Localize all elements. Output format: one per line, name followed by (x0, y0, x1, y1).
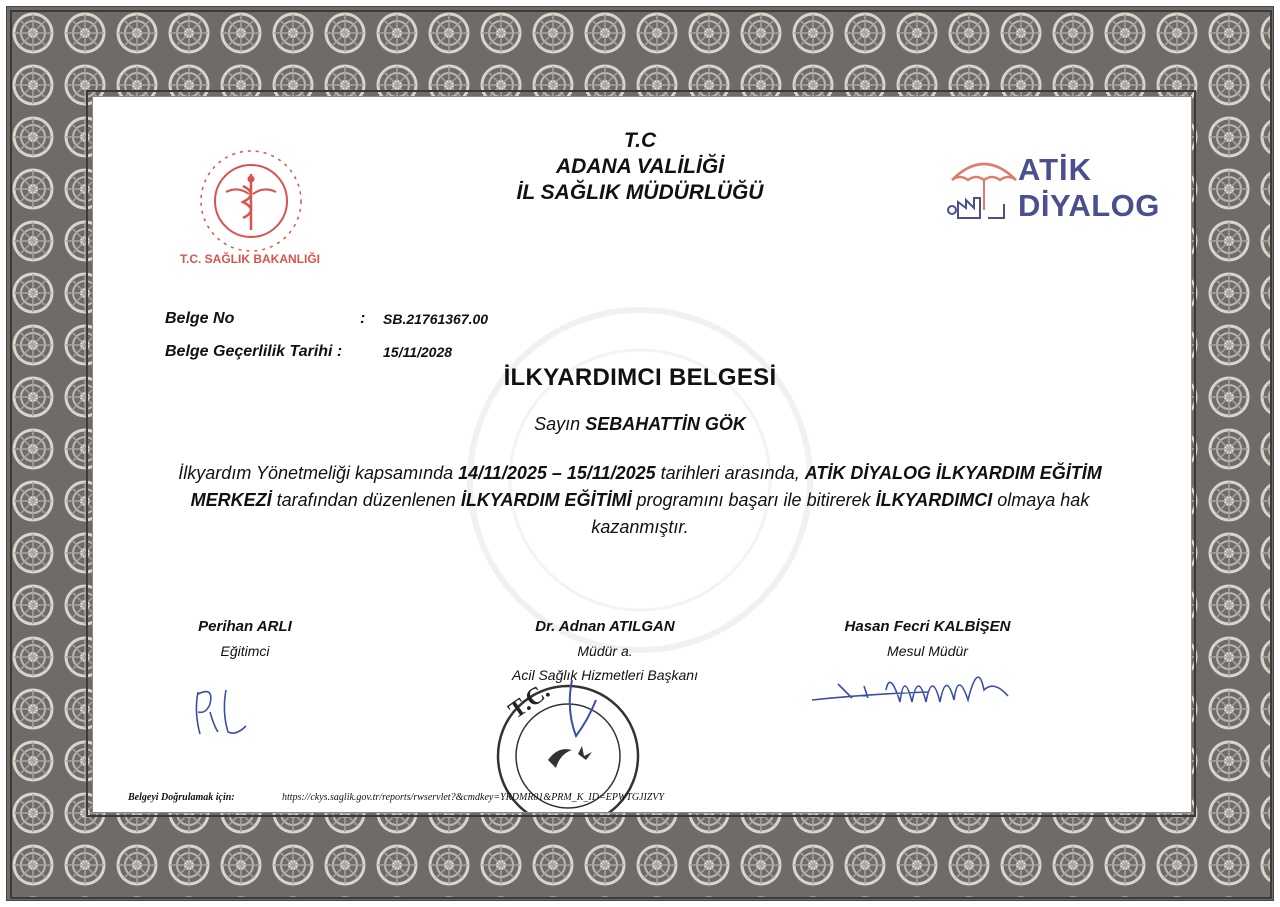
brand-name-line-2: DİYALOG (1018, 188, 1160, 223)
body-text-1: İlkyardım Yönetmeliği kapsamında (178, 463, 459, 483)
signer-1-role: Eğitimci (220, 643, 270, 659)
role-earned: İLKYARDIMCI (875, 490, 993, 510)
ministry-logo-caption: T.C. SAĞLIK BAKANLIĞI (180, 252, 320, 266)
certificate-body (160, 460, 1120, 541)
signer-3-name: Hasan Fecri KALBİŞEN (844, 618, 1011, 635)
doc-no-value: SB.21761367.00 (383, 311, 489, 327)
greeting-prefix: Sayın (534, 414, 581, 434)
verify-label: Belgeyi Doğrulamak için: (128, 792, 235, 803)
validity-label: Belge Geçerlilik Tarihi : (165, 343, 343, 360)
signer-1-name: Perihan ARLI (198, 618, 292, 635)
signer-3-role: Mesul Müdür (887, 643, 968, 659)
verify-url[interactable]: https://ckys.saglik.gov.tr/reports/rwservlet?&cmdkey=YRDMR01&PRM_K_ID=EPWTGJIZVY (282, 792, 665, 803)
signer-2-role-2: Acil Sağlık Hizmetleri Başkanı (512, 667, 698, 683)
stamp-text: T.C. (504, 677, 555, 725)
program-name: İLKYARDIM EĞİTİMİ (460, 490, 632, 510)
body-text-4: programını başarı ile bitirerek (631, 490, 876, 510)
certificate-title: İLKYARDIMCI BELGESİ (503, 364, 777, 391)
signer-2-name: Dr. Adnan ATILGAN (535, 618, 675, 635)
header-line-2: ADANA VALİLİĞİ (556, 155, 724, 178)
header-line-1: T.C (623, 129, 657, 152)
greeting (0, 414, 1280, 435)
training-dates: 14/11/2025 – 15/11/2025 (458, 463, 656, 483)
doc-no-label: Belge No (165, 310, 235, 327)
ministry-logo-icon (196, 146, 306, 256)
validity-value: 15/11/2028 (383, 344, 453, 360)
body-text-2: tarihleri arasında, (655, 463, 805, 483)
training-center: ATİK DİYALOG İLKYARDIM EĞİTİM MERKEZİ (190, 463, 1102, 510)
body-text-3: tarafından düzenlenen (271, 490, 461, 510)
header-line-3: İL SAĞLIK MÜDÜRLÜĞÜ (516, 181, 764, 204)
umbrella-factory-icon (944, 152, 1024, 226)
signature-1-image (188, 682, 258, 742)
recipient-name: SEBAHATTİN GÖK (585, 414, 746, 434)
brand-name-line-1: ATİK (1018, 152, 1093, 187)
signer-2-role-1: Müdür a. (577, 643, 633, 659)
doc-no-colon: : (360, 310, 366, 327)
signature-3-image (808, 650, 1028, 710)
body-text-5: olmaya hak kazanmıştır. (591, 490, 1090, 537)
